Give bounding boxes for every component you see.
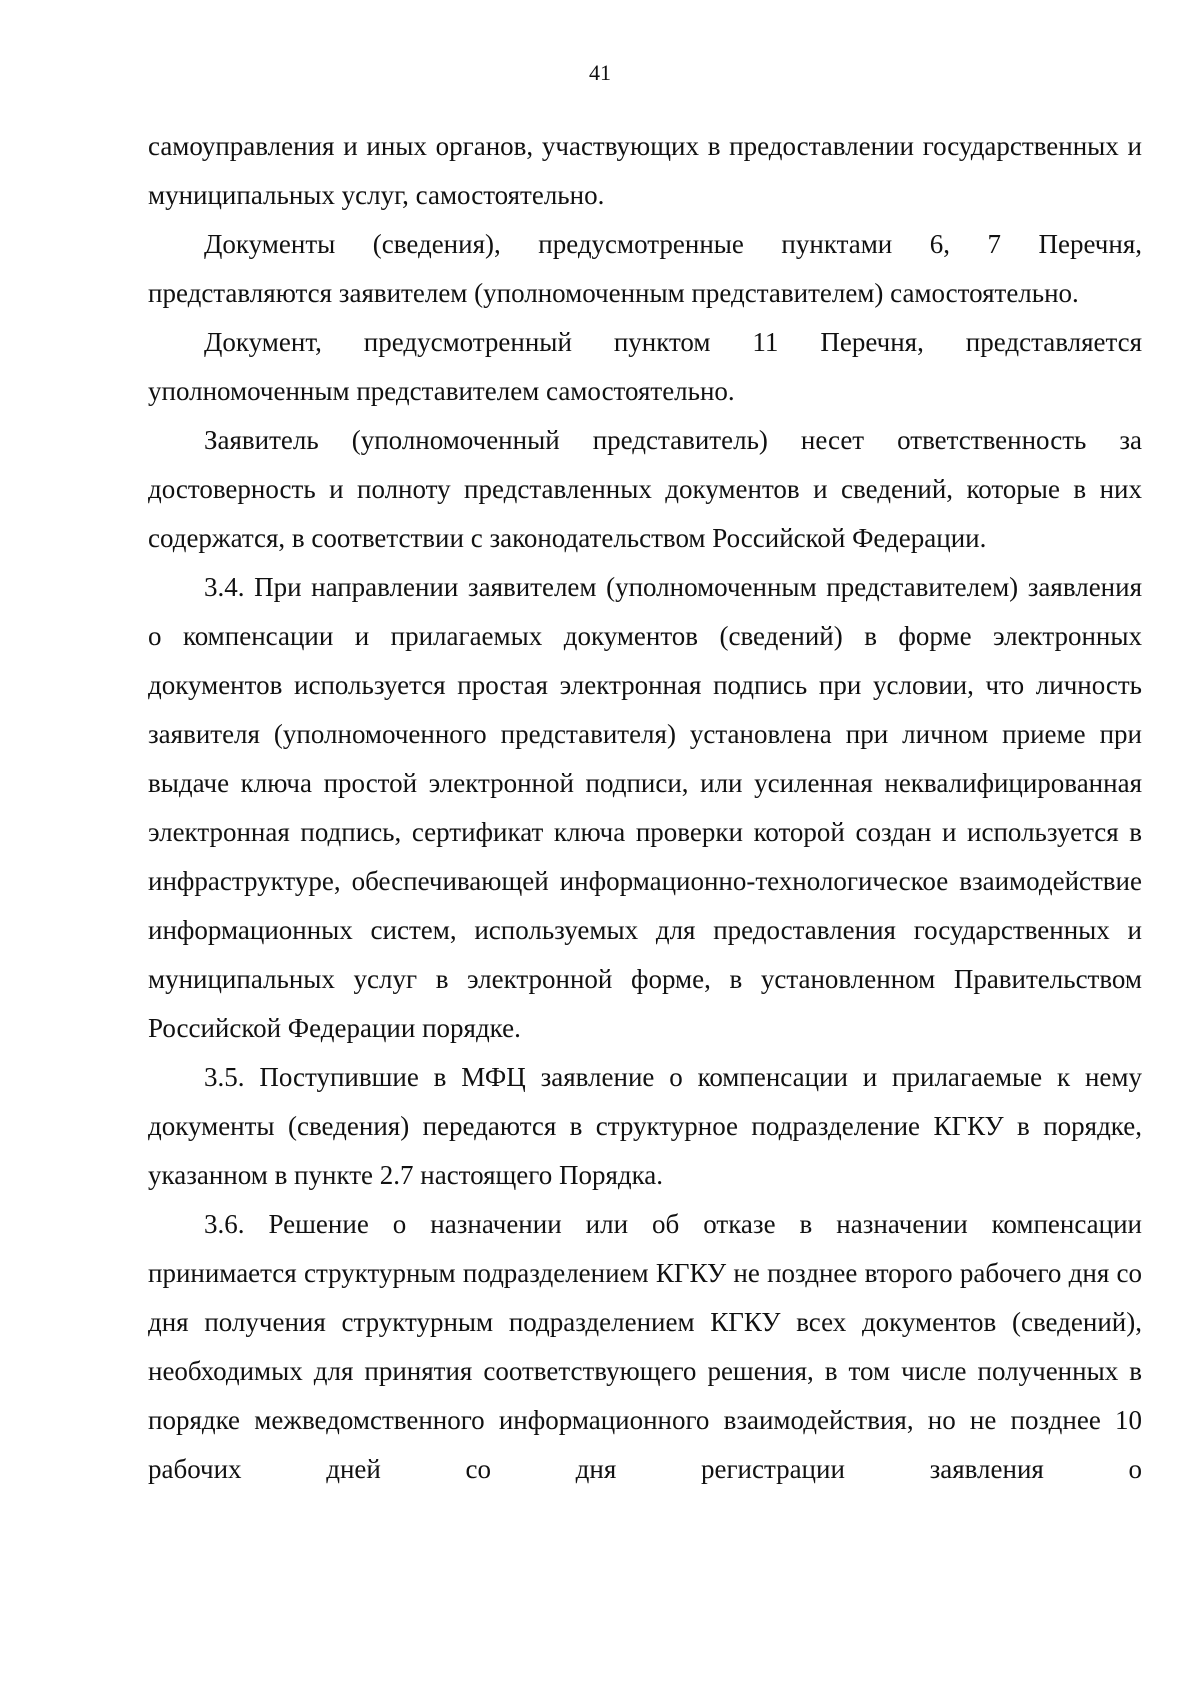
paragraph-3-5-mfc-transfer: 3.5. Поступившие в МФЦ заявление о компенсации и прилагаемые к нему документы (сведения) передаются в структурное подразделение КГКУ в порядке, указанном в пункте 2.7 настоящего Порядка.: [148, 1062, 1142, 1190]
paragraph-3-4-electronic-signature: 3.4. При направлении заявителем (уполномоченным представителем) заявления о компенсации и прилагаемых документов (сведений) в форме электронных документов используется простая электронная подпись при условии, что личность заявителя (уполномоченного представителя) установлена при личном приеме при выдаче ключа простой электронной подписи, или усиленная неквалифицированная электронная подпись, сертификат ключа проверки которой создан и используется в инфраструктуре, обеспечивающей информационно-технологическое взаимодействие информационных систем, используемых для предоставления государственных и муниципальных услуг в электронной форме, в установленном Правительством Российской Федерации порядке.: [148, 572, 1142, 1043]
paragraph-documents-items-6-7: Документы (сведения), предусмотренные пунктами 6, 7 Перечня, представляются заявителем (уполномоченным представителем) самостоятельно.: [148, 229, 1142, 308]
page-number: 41: [589, 60, 611, 85]
document-body: [148, 122, 1142, 1494]
paragraph-3-6-decision: 3.6. Решение о назначении или об отказе в назначении компенсации принимается структурным подразделением КГКУ не позднее второго рабочего дня со дня получения структурным подразделением КГКУ всех документов (сведений), необходимых для принятия соответствующего решения, в том числе полученных в порядке межведомственного информационного взаимодействия, но не позднее 10 рабочих дней со дня регистрации заявления о: [148, 1209, 1142, 1484]
paragraph-document-item-11: Документ, предусмотренный пунктом 11 Перечня, представляется уполномоченным представителем самостоятельно.: [148, 327, 1142, 406]
paragraph-continuation: самоуправления и иных органов, участвующих в предоставлении государственных и муниципальных услуг, самостоятельно.: [148, 131, 1142, 210]
paragraph-applicant-responsibility: Заявитель (уполномоченный представитель) несет ответственность за достоверность и полноту представленных документов и сведений, которые в них содержатся, в соответствии с законодательством Российской Федерации.: [148, 425, 1142, 553]
